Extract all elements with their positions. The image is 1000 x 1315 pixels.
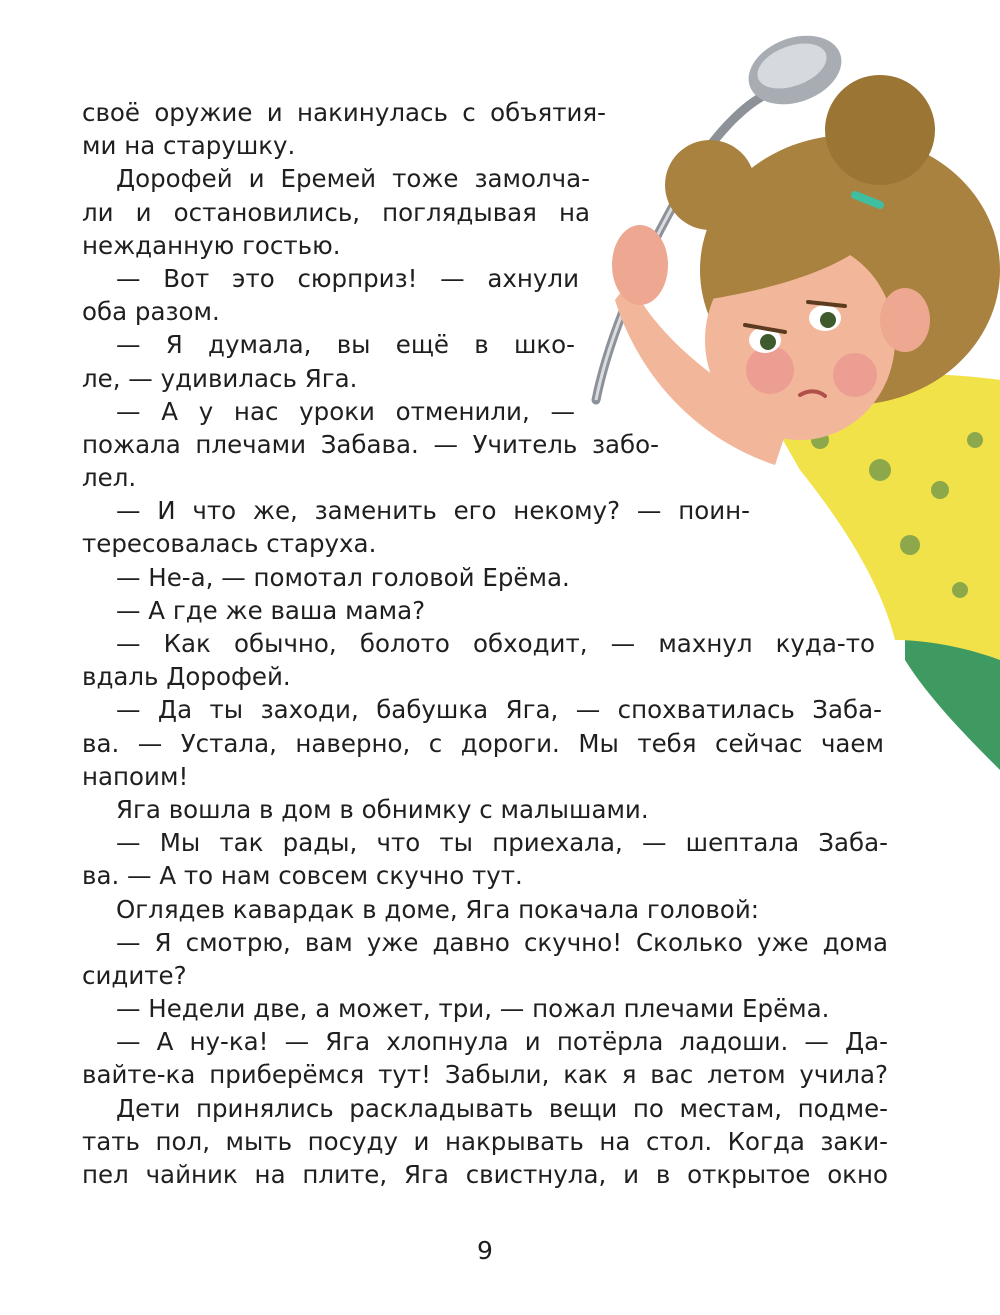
text-line: тересовалась старуха.	[82, 529, 377, 559]
text-line: — А ну-ка! — Яга хлопнула и потёрла ладоши. — Да-	[116, 1027, 888, 1057]
text-line: напоим!	[82, 761, 189, 791]
text-line: Яга вошла в дом в обнимку с малышами.	[116, 794, 649, 824]
text-line: тать пол, мыть посуду и накрывать на стол. Когда заки-	[82, 1126, 888, 1156]
text-line: лел.	[82, 463, 137, 493]
page-number: 9	[477, 1236, 493, 1265]
page-text	[82, 96, 888, 1191]
text-line: оба разом.	[82, 297, 220, 327]
text-line: — Мы так рады, что ты приехала, — шептала Заба-	[116, 828, 888, 858]
text-line: Дорофей и Еремей тоже замолча-	[116, 164, 590, 194]
text-line: пел чайник на плите, Яга свистнула, и в открытое окно	[82, 1160, 888, 1189]
text-line: вайте-ка приберёмся тут! Забыли, как я вас летом учила?	[82, 1060, 888, 1090]
pants	[905, 640, 1000, 770]
text-line: ли и остановились, поглядывая на	[82, 197, 590, 227]
text-line: — Вот это сюрприз! — ахнули	[116, 263, 579, 293]
text-line: Дети принялись раскладывать вещи по местам, подме-	[116, 1093, 888, 1123]
text-line: — И что же, заменить его некому? — поин-	[116, 496, 750, 526]
text-line: — А где же ваша мама?	[116, 595, 426, 625]
text-line: своё оружие и накинулась с объятия-	[82, 98, 606, 127]
text-line: — Да ты заходи, бабушка Яга, — спохватилась Заба-	[116, 695, 882, 725]
text-line: — Не-а, — помотал головой Ерёма.	[116, 562, 570, 592]
text-line: Оглядев кавардак в доме, Яга покачала головой:	[116, 894, 760, 924]
text-line: ва. — А то нам совсем скучно тут.	[82, 861, 523, 891]
text-line: — Я смотрю, вам уже давно скучно! Сколько уже дома	[116, 927, 888, 957]
text-line: пожала плечами Забава. — Учитель забо-	[82, 429, 659, 459]
text-line: вдаль Дорофей.	[82, 662, 291, 692]
text-line: ле, — удивилась Яга.	[82, 363, 358, 393]
text-line: — Недели две, а может, три, — пожал плечами Ерёма.	[116, 994, 830, 1024]
text-line: нежданную гостью.	[82, 230, 341, 260]
text-line: ми на старушку.	[82, 131, 296, 161]
text-line: — Как обычно, болото обходит, — махнул куда-то	[116, 629, 875, 658]
text-line: — А у нас уроки отменили, —	[116, 396, 575, 426]
text-line: ва. — Устала, наверно, с дороги. Мы тебя сейчас чаем	[82, 728, 884, 758]
text-line: — Я думала, вы ещё в шко-	[116, 330, 575, 360]
text-line: сидите?	[82, 960, 187, 990]
